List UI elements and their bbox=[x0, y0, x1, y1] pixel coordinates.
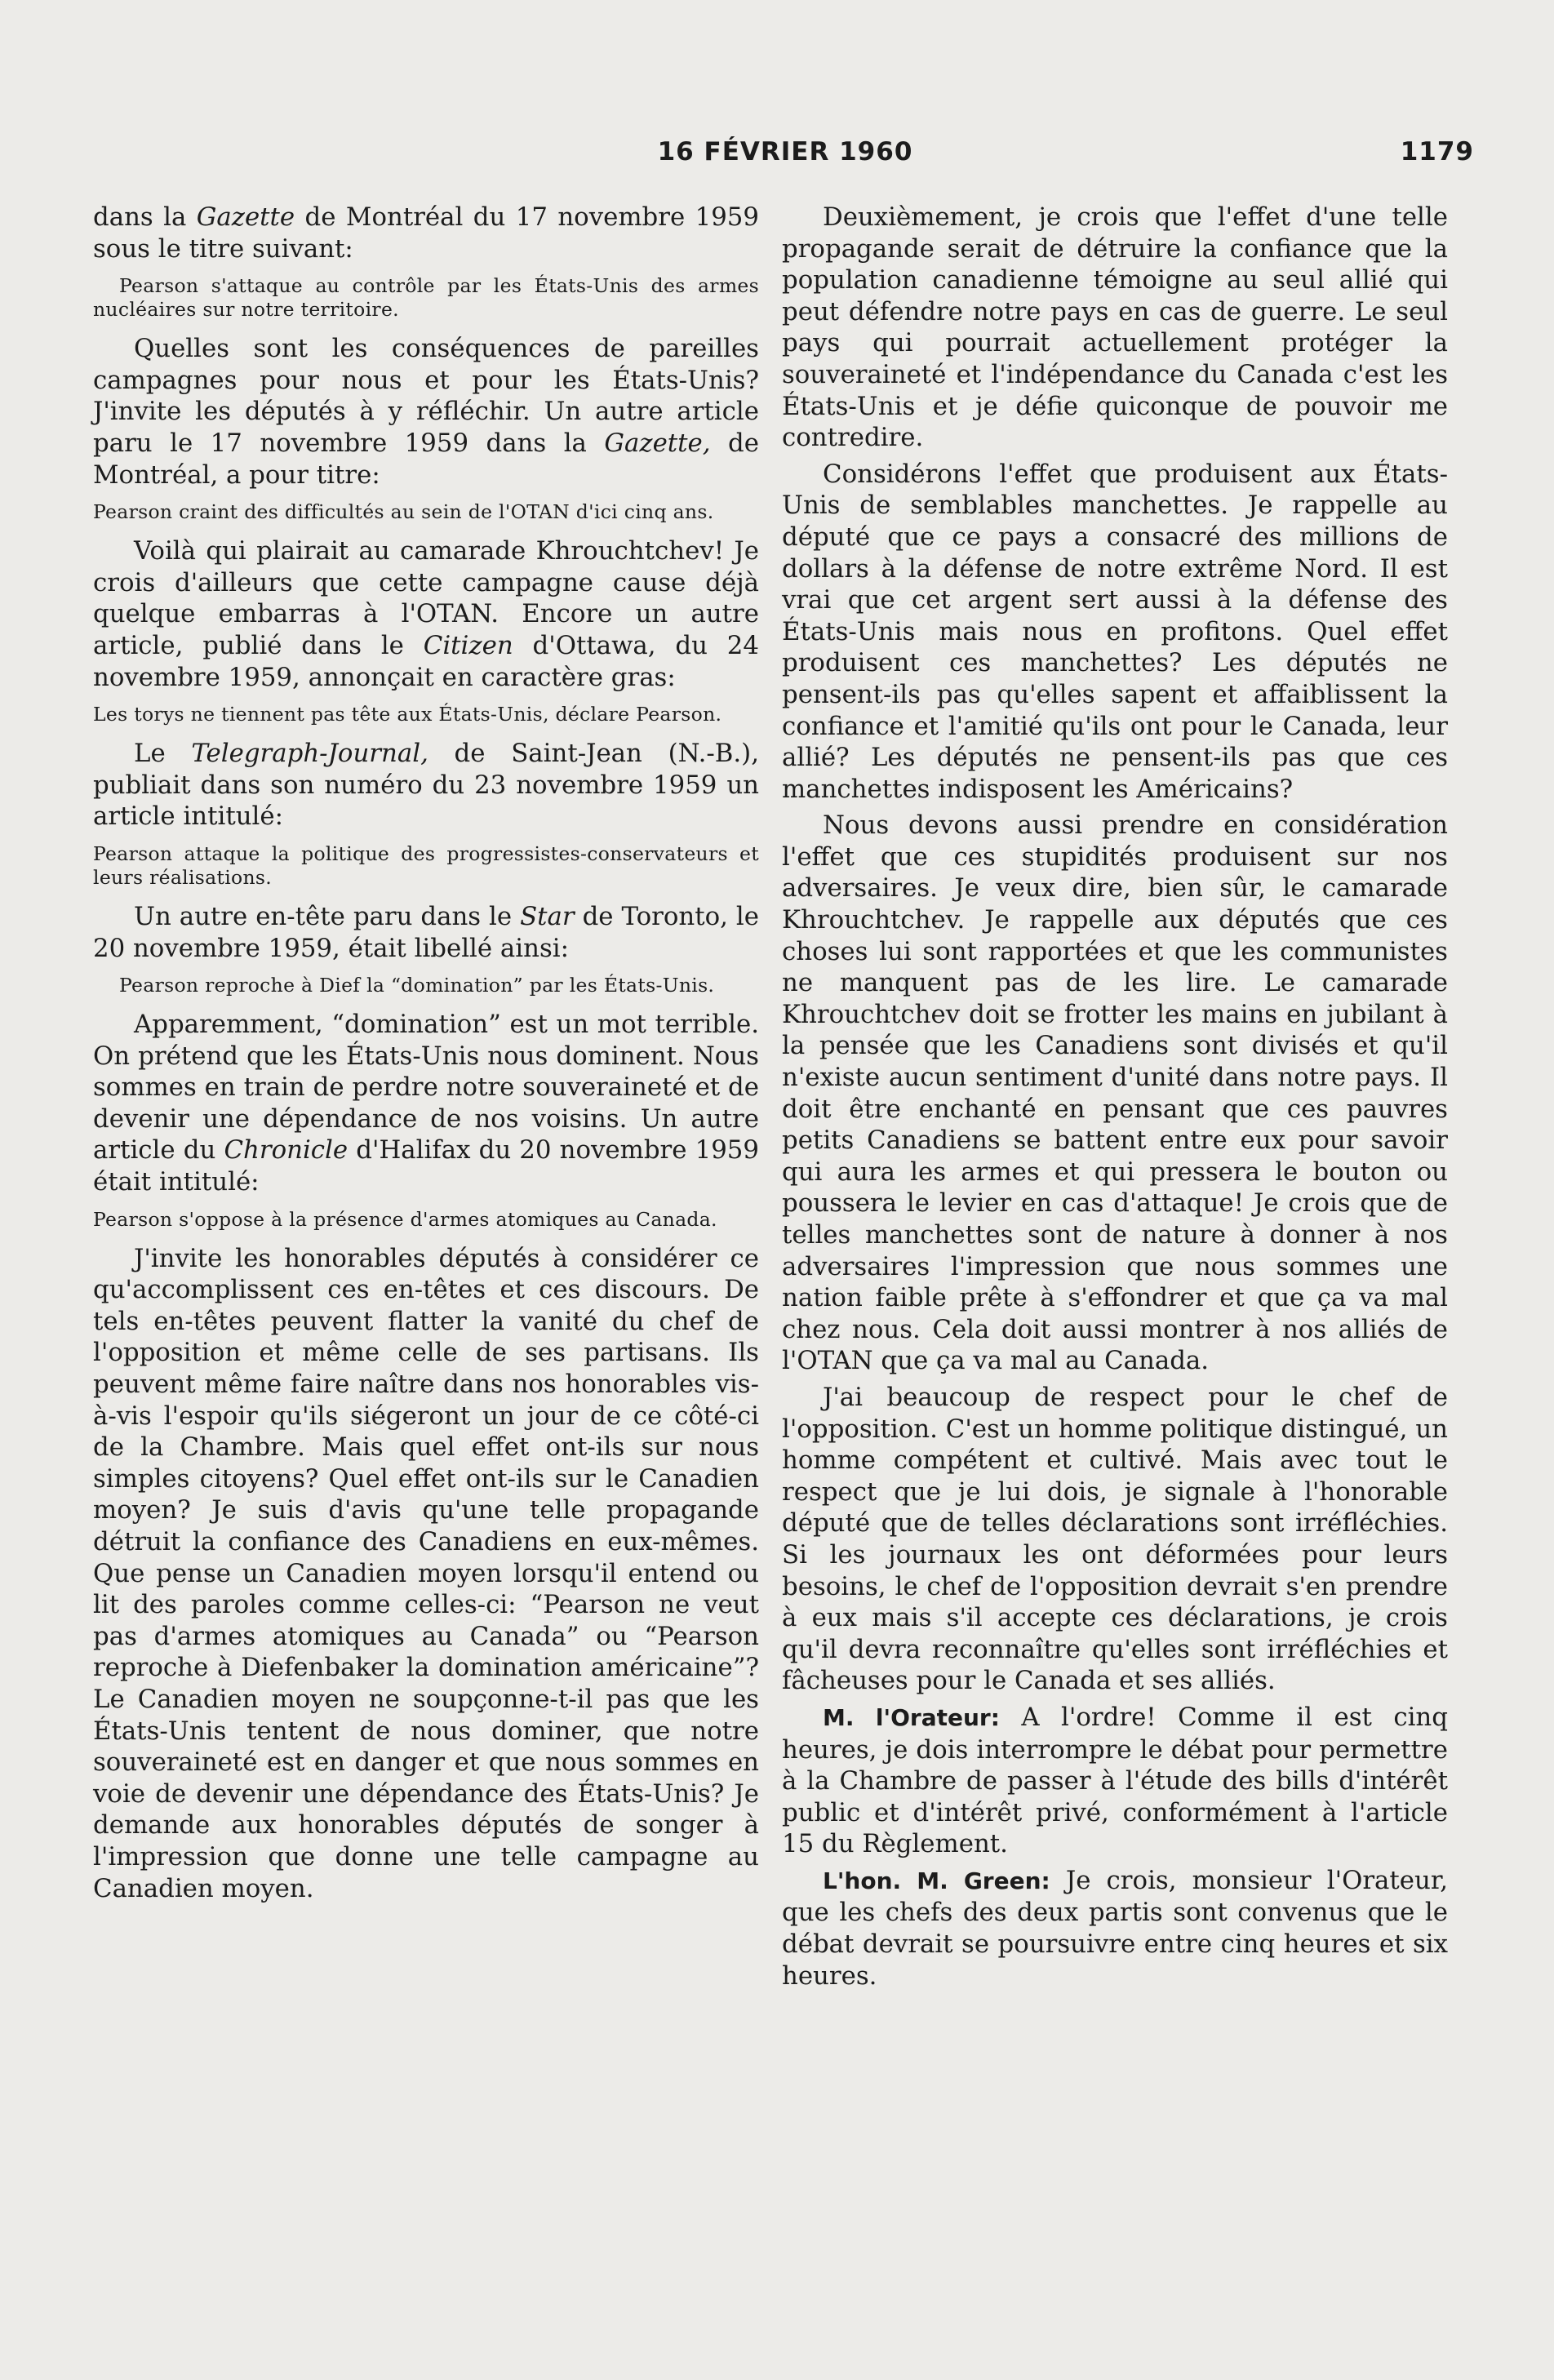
paragraph: Le Telegraph-Journal, de Saint-Jean (N.-B.), publiait dans son numéro du 23 novembre 1959 un article intitulé: bbox=[93, 739, 759, 832]
speaker-name: M. l'Orateur: bbox=[823, 1703, 1000, 1731]
headline-quote: Pearson s'attaque au contrôle par les États-Unis des armes nucléaires sur notre territoire. bbox=[93, 274, 759, 322]
paragraph: Considérons l'effet que produisent aux États-Unis de semblables manchettes. Je rappelle au député que ce pays a consacré des millions de dollars à la défense de notre extrême Nord. Il est vrai que cet argent sert aussi à la défense des États-Unis mais nous en profitons. Quel effet produisent ces manchettes? Les députés ne pensent-ils pas qu'elles sapent et affaiblissent la confiance et l'amitié qu'ils ont pour le Canada, leur allié? Les députés ne pensent-ils pas que ces manchettes indisposent les Américains? bbox=[782, 459, 1448, 804]
paragraph: J'ai beaucoup de respect pour le chef de l'opposition. C'est un homme politique distingué, un homme compétent et cultivé. Mais avec tout le respect que je lui dois, je signale à l'honorable député que de telles déclarations sont irréfléchies. Si les journaux les ont déformées pour leurs besoins, le chef de l'opposition devrait s'en prendre à eux mais s'il accepte ces déclarations, je crois qu'il devra reconnaître qu'elles sont irréfléchies et fâcheuses pour le Canada et ses alliés. bbox=[782, 1382, 1448, 1696]
speaker-paragraph: M. l'Orateur: A l'ordre! Comme il est cinq heures, je dois interrompre le débat pour permettre à la Chambre de passer à l'étude des bills d'intérêt public et d'intérêt privé, conformément à l'article 15 du Règlement. bbox=[782, 1702, 1448, 1859]
paragraph: Apparemment, “domination” est un mot terrible. On prétend que les États-Unis nous dominent. Nous sommes en train de perdre notre souveraineté et de devenir une dépendance de nos voisins. Un autre article du Chronicle d'Halifax du 20 novembre 1959 était intitulé: bbox=[93, 1010, 759, 1197]
headline-quote: Les torys ne tiennent pas tête aux États-Unis, déclare Pearson. bbox=[93, 703, 722, 726]
paragraph: Voilà qui plairait au camarade Khrouchtchev! Je crois d'ailleurs que cette campagne cause déjà quelque embarras à l'OTAN. Encore un autre article, publié dans le Citizen d'Ottawa, du 24 novembre 1959, annonçait en caractère gras: bbox=[93, 536, 759, 692]
headline-quote: Pearson craint des difficultés au sein de l'OTAN d'ici cinq ans. bbox=[93, 500, 714, 524]
right-column bbox=[782, 202, 1448, 1996]
paragraph: Un autre en-tête paru dans le Star de Toronto, le 20 novembre 1959, était libellé ainsi: bbox=[93, 901, 759, 963]
paragraph: J'invite les honorables députés à considérer ce qu'accomplissent ces en-têtes et ces discours. De tels en-têtes peuvent flatter la vanité du chef de l'opposition et même celle de ses partisans. Ils peuvent même faire naître dans nos honorables vis-à-vis l'espoir qu'ils siégeront un jour de ce côté-ci de la Chambre. Mais quel effet ont-ils sur nous simples citoyens? Quel effet ont-ils sur le Canadien moyen? Je suis d'avis qu'une telle propagande détruit la confiance des Canadiens en eux-mêmes. Que pense un Canadien moyen lorsqu'il entend ou lit des paroles comme celles-ci: “Pearson ne veut pas d'armes atomiques au Canada” ou “Pearson reproche à Diefenbaker la domination américaine”? Le Canadien moyen ne soupçonne-t-il pas que les États-Unis tentent de nous dominer, que notre souveraineté est en danger et que nous sommes en voie de devenir une dépendance des États-Unis? Je demande aux honorables députés de songer à l'impression que donne une telle campagne au Canadien moyen. bbox=[93, 1243, 759, 1903]
headline-quote: Pearson reproche à Dief la “domination” par les États-Unis. bbox=[119, 974, 715, 997]
speaker-name: L'hon. M. Green: bbox=[823, 1867, 1050, 1894]
left-column bbox=[93, 202, 759, 1909]
headline-quote: Pearson s'oppose à la présence d'armes atomiques au Canada. bbox=[93, 1207, 717, 1231]
paragraph: Deuxièmement, je crois que l'effet d'une telle propagande serait de détruire la confiance que la population canadienne témoigne au seul allié qui peut défendre notre pays en cas de guerre. Le seul pays qui pourrait actuellement protéger la souveraineté et l'indépendance du Canada c'est les États-Unis et je défie quiconque de pouvoir me contredire. bbox=[782, 202, 1448, 453]
headline-quote: Pearson attaque la politique des progressistes-conservateurs et leurs réalisations. bbox=[93, 841, 759, 889]
paragraph: dans la Gazette de Montréal du 17 novembre 1959 sous le titre suivant: bbox=[93, 202, 759, 264]
paragraph: Nous devons aussi prendre en considération l'effet que ces stupidités produisent sur nos adversaires. Je veux dire, bien sûr, le camarade Khrouchtchev. Je rappelle aux députés que ces choses lui sont rapportées et que les communistes ne manquent pas de les lire. Le camarade Khrouchtchev doit se frotter les mains en jubilant à la pensée que les Canadiens sont divisés et qu'il n'existe aucun sentiment d'unité dans notre pays. Il doit être enchanté en pensant que ces pauvres petits Canadiens se battent entre eux pour savoir qui aura les armes et qui pressera le bouton ou poussera le levier en cas d'attaque! Je crois que de telles manchettes sont de nature à donner à nos adversaires l'impression que nous sommes une nation faible prête à s'effondrer et que ça va mal chez nous. Cela doit aussi montrer à nos alliés de l'OTAN que ça va mal au Canada. bbox=[782, 810, 1448, 1376]
page-number: 1179 bbox=[1400, 137, 1474, 167]
speaker-paragraph: L'hon. M. Green: Je crois, monsieur l'Orateur, que les chefs des deux partis sont convenus que le débat devrait se poursuivre entre cinq heures et six heures. bbox=[782, 1865, 1448, 1991]
page-header bbox=[96, 137, 1474, 178]
paragraph: Quelles sont les conséquences de pareilles campagnes pour nous et pour les États-Unis? J'invite les députés à y réfléchir. Un autre article paru le 17 novembre 1959 dans la Gazette, de Montréal, a pour titre: bbox=[93, 334, 759, 490]
header-date: 16 FÉVRIER 1960 bbox=[657, 137, 913, 167]
